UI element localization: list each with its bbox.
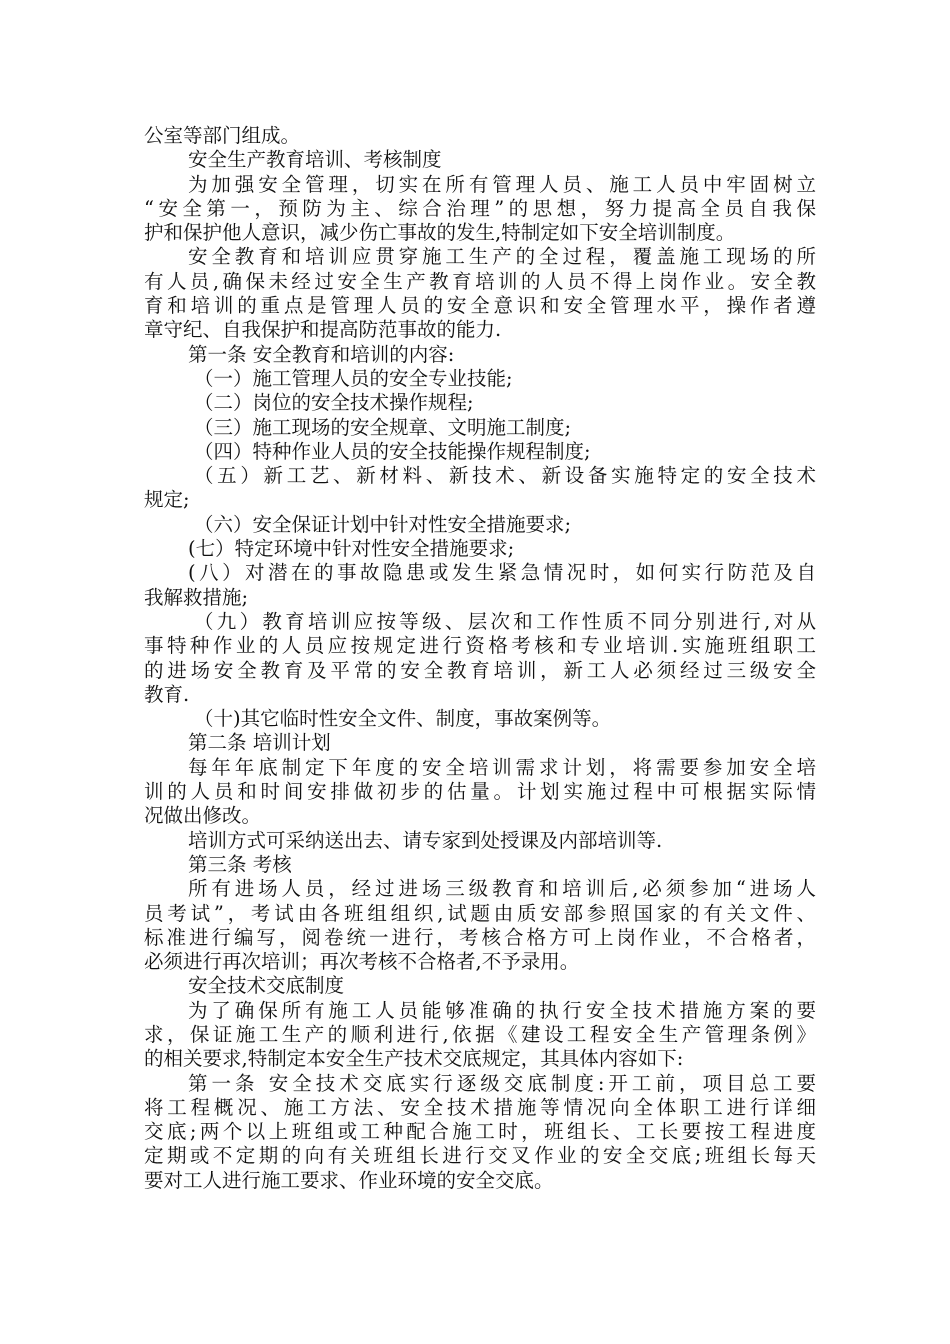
text-line: 标准进行编写，阅卷统一进行，考核合格方可上岗作业，不合格者，	[144, 925, 816, 949]
text-line: 安全生产教育培训、考核制度	[188, 148, 442, 172]
text-line: （二）岗位的安全技术操作规程;	[194, 391, 474, 415]
text-line: 第二条 培训计划	[188, 731, 331, 755]
text-line: 教育.	[144, 682, 190, 706]
text-line: 要对工人进行施工要求、作业环境的安全交底。	[144, 1168, 554, 1192]
text-line: (八）对潜在的事故隐患或发生紧急情况时，如何实行防范及自	[188, 561, 816, 585]
text-line: 训的人员和时间安排做初步的估量。计划实施过程中可根据实际情	[144, 780, 816, 804]
text-line: 必须进行再次培训；再次考核不合格者,不予录用。	[144, 950, 580, 974]
text-line: 事特种作业的人员应按规定进行资格考核和专业培训.实施班组职工	[144, 634, 816, 658]
text-line: （六）安全保证计划中针对性安全措施要求;	[194, 512, 572, 536]
text-line: 第一条 安全技术交底实行逐级交底制度:开工前，项目总工要	[188, 1071, 816, 1095]
text-line: 安全教育和培训应贯穿施工生产的全过程，覆盖施工现场的所	[188, 245, 816, 269]
text-line: （四）特种作业人员的安全技能操作规程制度;	[194, 439, 591, 463]
text-line: （五）新工艺、新材料、新技术、新设备实施特定的安全技术	[194, 464, 816, 488]
text-line: 员考试”，考试由各班组组织,试题由质安部参照国家的有关文件、	[144, 901, 816, 925]
text-line: 安全技术交底制度	[188, 974, 345, 998]
text-line: 规定;	[144, 488, 190, 512]
text-line: 况做出修改。	[144, 804, 262, 828]
text-line: 的相关要求,特制定本安全生产技术交底规定，其具体内容如下:	[144, 1047, 684, 1071]
text-line: 第一条 安全教育和培训的内容:	[188, 342, 455, 366]
text-line: 为了确保所有施工人员能够准确的执行安全技术措施方案的要	[188, 998, 816, 1022]
text-line: 第三条 考核	[188, 852, 292, 876]
text-line: 章守纪、自我保护和提高防范事故的能力.	[144, 318, 502, 342]
text-line: （三）施工现场的安全规章、文明施工制度;	[194, 415, 572, 439]
text-line: （十)其它临时性安全文件、制度，事故案例等。	[194, 707, 612, 731]
text-line: 定期或不定期的向有关班组长进行交叉作业的安全交底;班组长每天	[144, 1144, 816, 1168]
text-line: 求，保证施工生产的顺利进行,依据《建设工程安全生产管理条例》	[144, 1022, 816, 1046]
text-line: 护和保护他人意识，减少伤亡事故的发生,特制定如下安全培训制度。	[144, 221, 736, 245]
text-line: “安全第一，预防为主、综合治理”的思想，努力提高全员自我保	[144, 196, 816, 220]
text-line: （九）教育培训应按等级、层次和工作性质不同分别进行,对从	[194, 609, 816, 633]
text-line: 将工程概况、施工方法、安全技术措施等情况向全体职工进行详细	[144, 1095, 816, 1119]
text-line: 每年年底制定下年度的安全培训需求计划，将需要参加安全培	[188, 755, 816, 779]
text-line: 公室等部门组成。	[144, 124, 301, 147]
document-body	[144, 124, 816, 1193]
text-line: 育和培训的重点是管理人员的安全意识和安全管理水平，操作者遵	[144, 294, 816, 318]
text-line: (七）特定环境中针对性安全措施要求;	[188, 537, 515, 561]
text-line: 交底;两个以上班组或工种配合施工时，班组长、工长要按工程进度	[144, 1120, 816, 1144]
text-line: 所有进场人员，经过进场三级教育和培训后,必须参加“进场人	[188, 877, 816, 901]
text-line: 为加强安全管理，切实在所有管理人员、施工人员中牢固树立	[188, 172, 816, 196]
text-line: 培训方式可采纳送出去、请专家到处授课及内部培训等.	[188, 828, 663, 852]
text-line: 有人员,确保未经过安全生产教育培训的人员不得上岗作业。安全教	[144, 269, 816, 293]
text-line: 的进场安全教育及平常的安全教育培训，新工人必须经过三级安全	[144, 658, 816, 682]
text-line: （一）施工管理人员的安全专业技能;	[194, 366, 513, 390]
text-line: 我解救措施;	[144, 585, 249, 609]
